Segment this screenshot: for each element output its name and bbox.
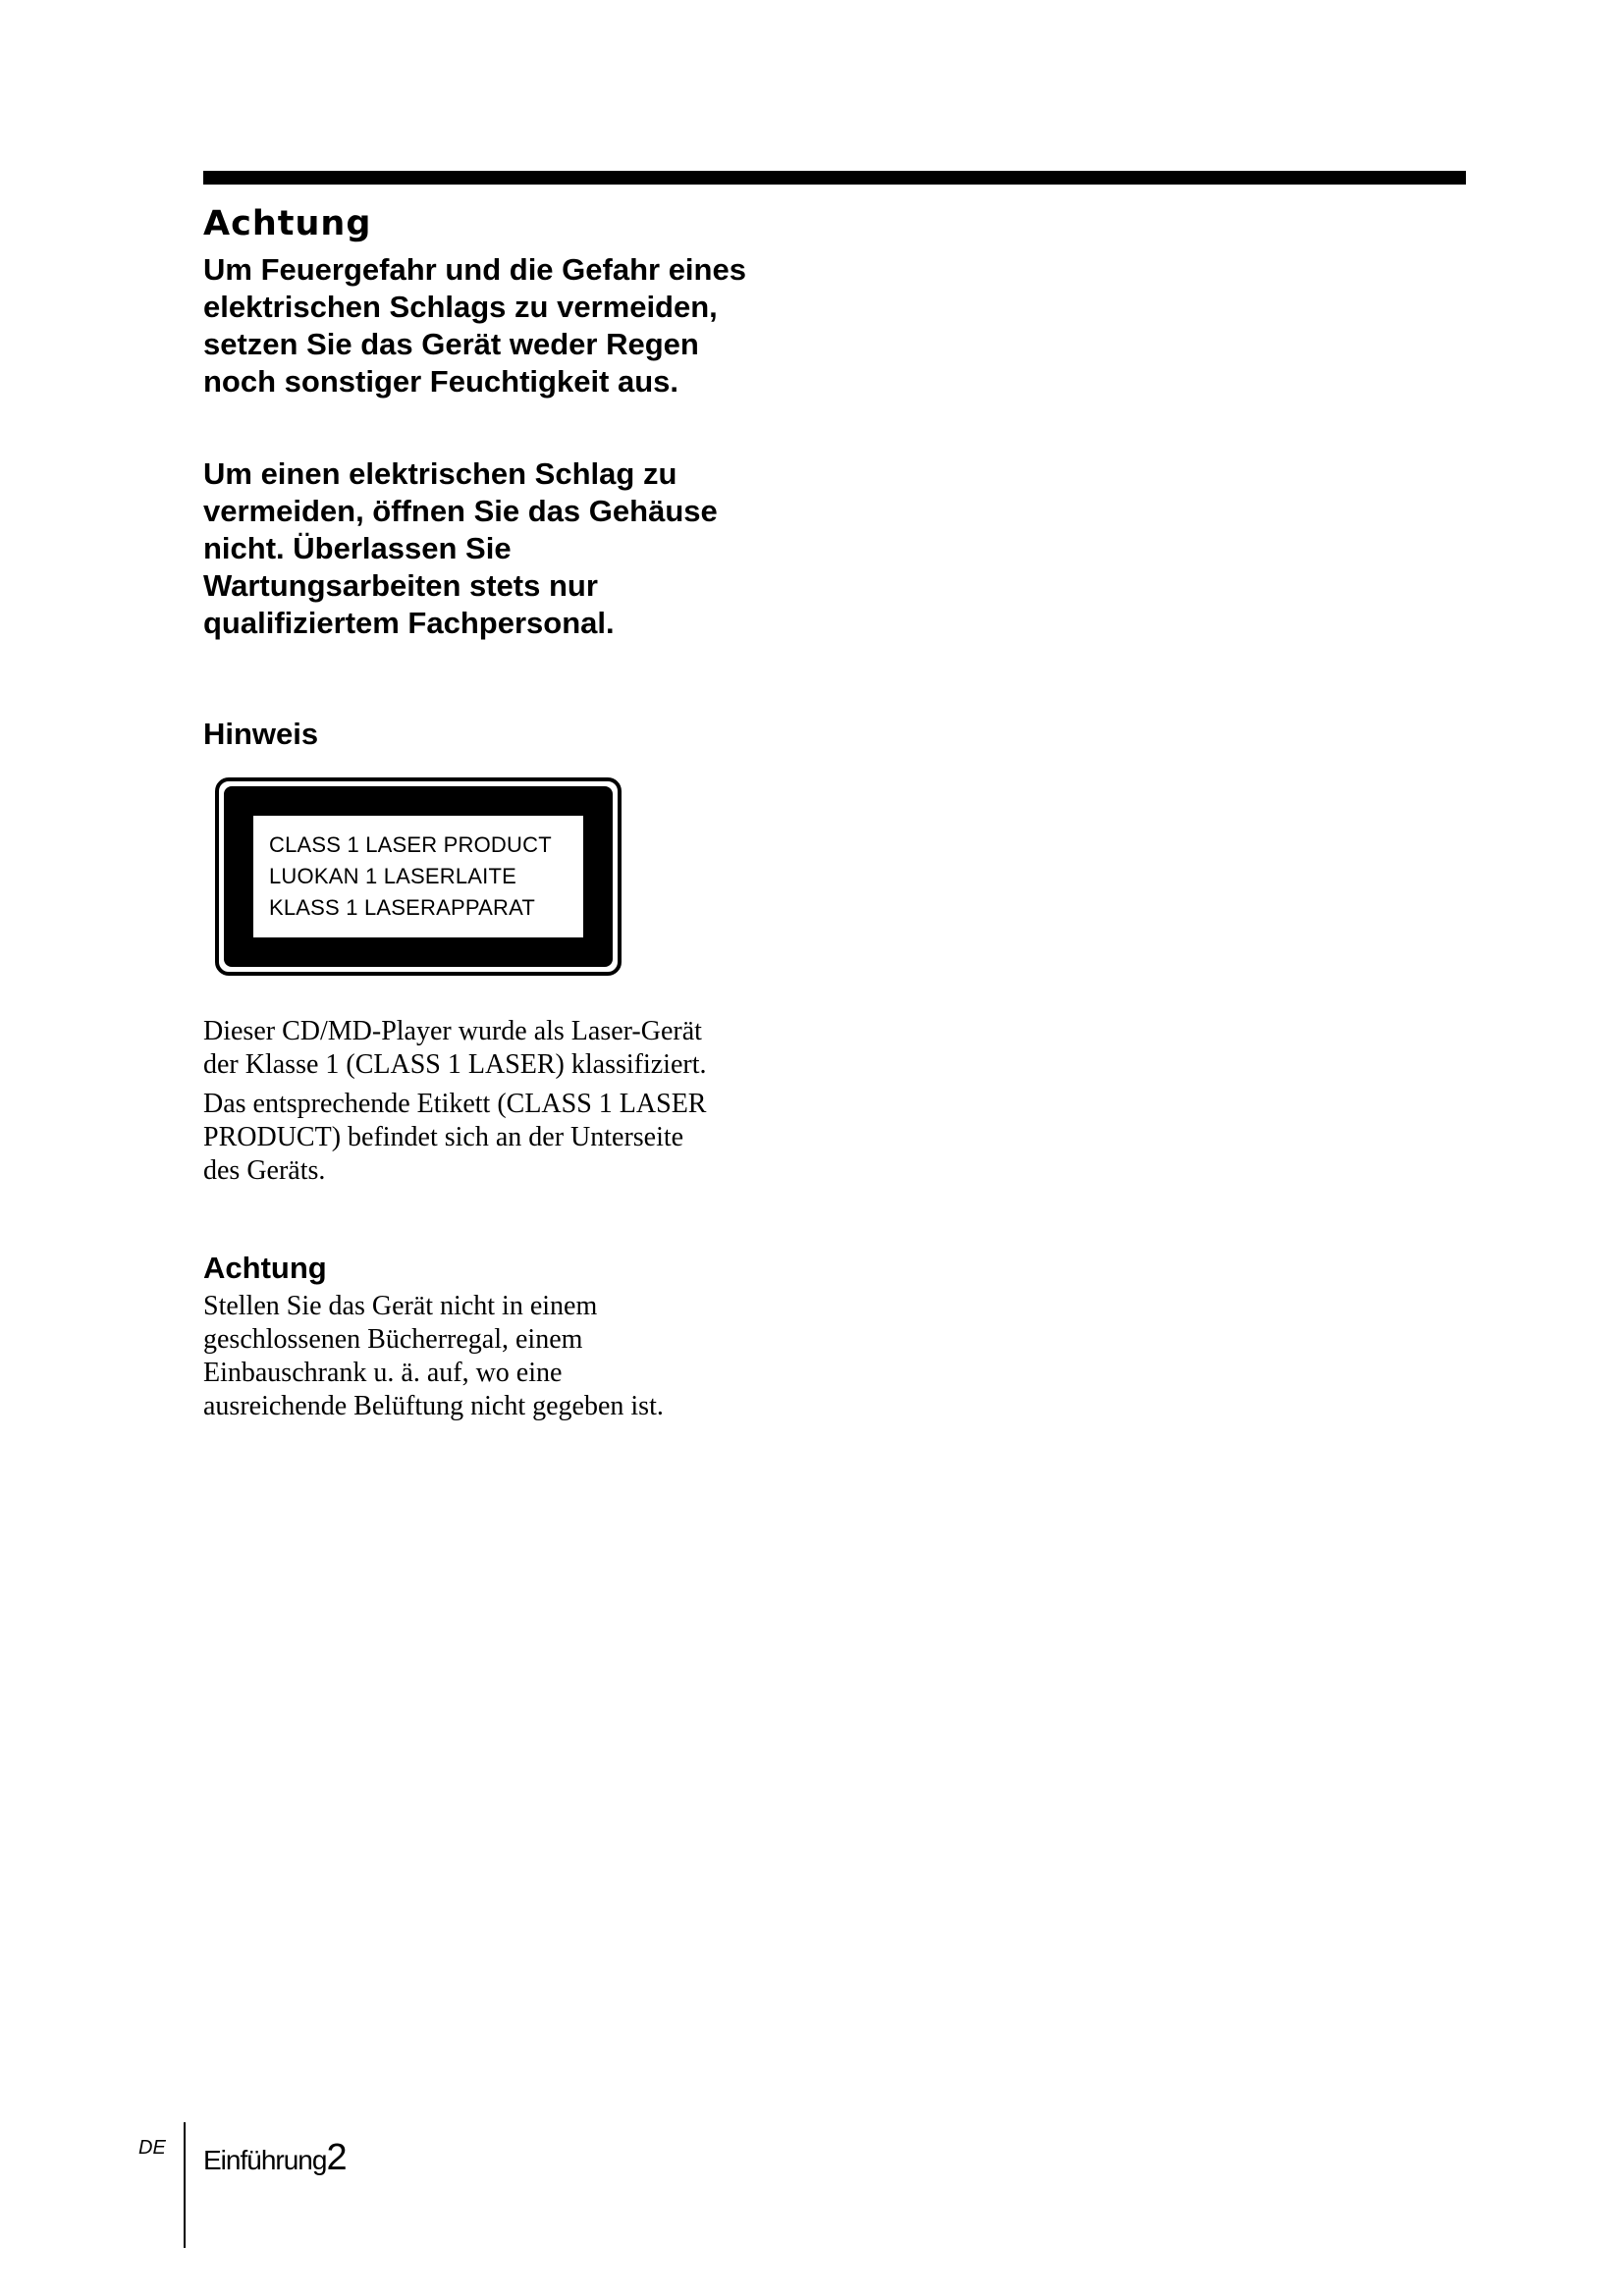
laser-label-border	[224, 786, 613, 967]
laser-class-label	[215, 777, 622, 976]
paragraph-line: PRODUCT) befindet sich an der Unterseite	[203, 1122, 684, 1152]
shock-warning	[203, 455, 832, 642]
page-content	[203, 200, 832, 1423]
top-rule	[203, 171, 1466, 185]
fire-warning-line: setzen Sie das Gerät weder Regen	[203, 327, 699, 361]
laser-label-line: LUOKAN 1 LASERLAITE	[269, 864, 517, 888]
shock-warning-line: Um einen elektrischen Schlag zu	[203, 456, 677, 491]
laser-label-line: CLASS 1 LASER PRODUCT	[269, 832, 552, 857]
paragraph-line: geschlossenen Bücherregal, einem	[203, 1324, 583, 1355]
page-number: 2	[326, 2137, 348, 2178]
shock-warning-line: nicht. Überlassen Sie	[203, 531, 512, 565]
footer-language-code: DE	[138, 2137, 166, 2159]
paragraph-line: Dieser CD/MD-Player wurde als Laser-Gerät	[203, 1016, 702, 1046]
fire-warning-line: elektrischen Schlags zu vermeiden,	[203, 290, 718, 324]
paragraph-line: des Geräts.	[203, 1155, 326, 1186]
shock-warning-line: qualifiziertem Fachpersonal.	[203, 606, 615, 640]
footer-page-label	[203, 2137, 348, 2179]
footer-divider	[184, 2122, 186, 2248]
paragraph-line: Stellen Sie das Gerät nicht in einem	[203, 1291, 598, 1321]
paragraph-line: Einbauschrank u. ä. auf, wo eine	[203, 1358, 563, 1388]
paragraph-line: der Klasse 1 (CLASS 1 LASER) klassifiziert.	[203, 1049, 707, 1080]
laser-label-line: KLASS 1 LASERAPPARAT	[269, 895, 535, 920]
laser-label-text-area	[253, 816, 583, 937]
paragraph-line: ausreichende Belüftung nicht gegeben ist.	[203, 1391, 664, 1421]
achtung-heading: Achtung	[203, 204, 372, 243]
shock-warning-line: Wartungsarbeiten stets nur	[203, 568, 598, 603]
fire-warning-line: noch sonstiger Feuchtigkeit aus.	[203, 364, 679, 399]
laser-class-paragraph	[203, 1015, 832, 1082]
label-location-paragraph	[203, 1088, 832, 1188]
hinweis-heading: Hinweis	[203, 717, 319, 751]
fire-warning-line: Um Feuergefahr und die Gefahr eines	[203, 252, 746, 287]
achtung-ventilation-heading: Achtung	[203, 1251, 327, 1285]
paragraph-line: Das entsprechende Etikett (CLASS 1 LASER	[203, 1089, 707, 1119]
fire-warning	[203, 251, 832, 400]
shock-warning-line: vermeiden, öffnen Sie das Gehäuse	[203, 494, 718, 528]
footer-section-name: Einführung	[203, 2145, 327, 2175]
ventilation-paragraph	[203, 1290, 832, 1423]
